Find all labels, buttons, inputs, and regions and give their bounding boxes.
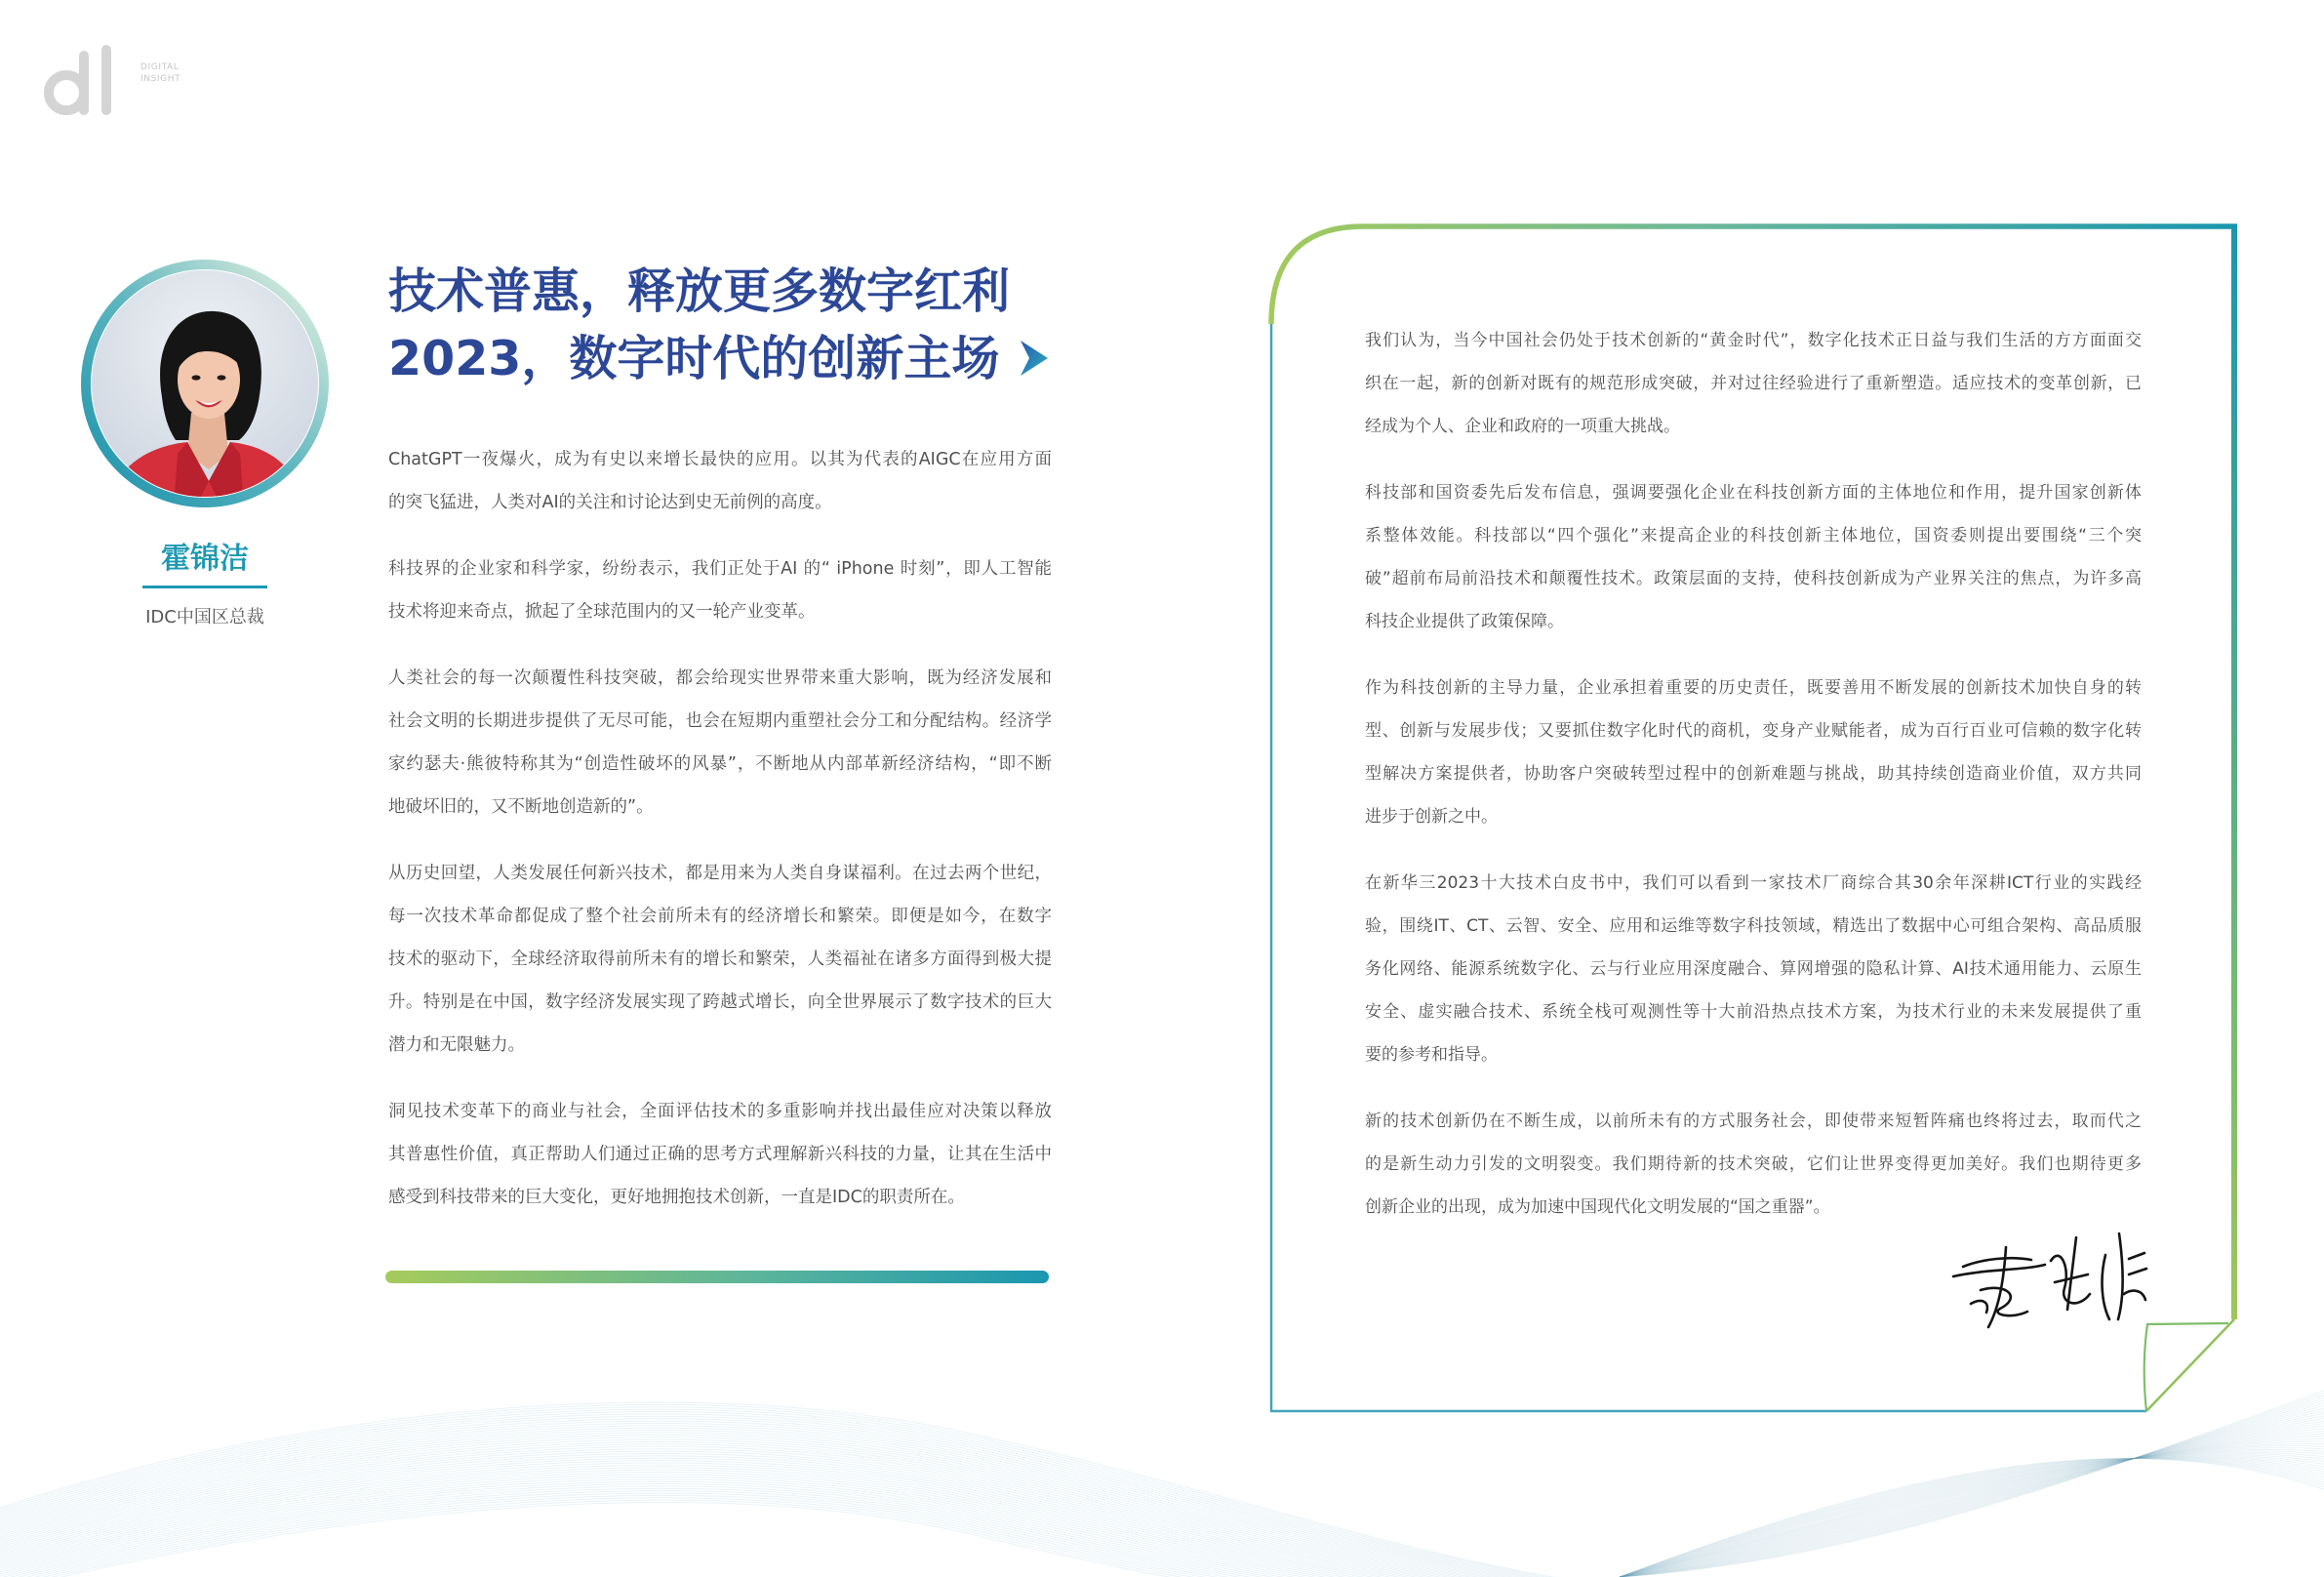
letter-paragraph-4 bbox=[1365, 862, 2142, 1076]
text-line: 科技企业提供了政策保障。 bbox=[1365, 612, 1564, 631]
letter-paragraph-5 bbox=[1365, 1100, 2142, 1229]
left-paragraph-4 bbox=[388, 852, 1052, 1067]
digital-insight-logo bbox=[43, 41, 125, 117]
wave-line bbox=[0, 1493, 1717, 1577]
text-line: 新的技术创新仍在不断生成，以前所未有的方式服务社会，即使带来短暂阵痛也终将过去，取而代之 bbox=[1365, 1112, 2142, 1131]
letter-body bbox=[1365, 319, 2142, 1252]
accent-gradient-bar bbox=[385, 1271, 1049, 1283]
text-line: 技术将迎来奇点，掀起了全球范围内的又一轮产业变革。 bbox=[388, 602, 816, 622]
wave-line bbox=[0, 1475, 1717, 1577]
profile-name: 霍锦洁 bbox=[161, 542, 249, 576]
text-line: 系整体效能。科技部以“四个强化”来提高企业的科技创新主体地位，国资委则提出要围绕“三个突 bbox=[1365, 526, 2142, 546]
portrait-eye-left bbox=[192, 375, 201, 380]
text-line: 每一次技术革命都促成了整个社会前所未有的经济增长和繁荣。即便是如今，在数字 bbox=[388, 907, 1052, 926]
text-line: 升。特别是在中国，数字经济发展实现了跨越式增长，向全世界展示了数字技术的巨大 bbox=[388, 992, 1052, 1012]
letter-paragraph-3 bbox=[1365, 667, 2142, 838]
logo-d-stem bbox=[79, 51, 89, 115]
headline-line-1: 技术普惠，释放更多数字红利 bbox=[388, 263, 1011, 319]
text-line: 科技部和国资委先后发布信息，强调要强化企业在科技创新方面的主体地位和作用，提升国家创新体 bbox=[1365, 483, 2142, 503]
headline-line-2-row bbox=[388, 325, 1050, 392]
headline bbox=[388, 258, 1050, 392]
text-line: 感受到科技带来的巨大变化，更好地拥抱技术创新，一直是IDC的职责所在。 bbox=[388, 1188, 965, 1207]
background-wave-lines bbox=[0, 1391, 2324, 1577]
text-line: 在新华三2023十大技术白皮书中，我们可以看到一家技术厂商综合其30余年深耕ICT行业的实践经 bbox=[1365, 873, 2142, 893]
text-line: 要的参考和指导。 bbox=[1365, 1045, 1498, 1065]
wave-line bbox=[0, 1412, 1717, 1577]
text-line: 创新企业的出现，成为加速中国现代化文明发展的“国之重器”。 bbox=[1365, 1197, 1830, 1217]
text-line: 织在一起，新的创新对既有的规范形成突破，并对过往经验进行了重新塑造。适应技术的变革创新，已 bbox=[1365, 374, 2142, 393]
name-underline bbox=[142, 586, 267, 588]
title-arrow-icon bbox=[1019, 339, 1050, 378]
logo-word-digital: DIGITAL bbox=[140, 62, 180, 72]
text-line: 的是新生动力引发的文明裂变。我们期待新的技术突破，它们让世界变得更加美好。我们也期待更多 bbox=[1365, 1154, 2142, 1174]
text-line: ChatGPT一夜爆火，成为有史以来增长最快的应用。以其为代表的AIGC在应用方面 bbox=[388, 450, 1052, 469]
logo-d-bowl bbox=[49, 75, 84, 110]
letter-paragraph-2 bbox=[1365, 471, 2142, 643]
left-paragraph-3 bbox=[388, 657, 1052, 829]
text-line: 经成为个人、企业和政府的一项重大挑战。 bbox=[1365, 417, 1680, 436]
wave-line bbox=[0, 1416, 1717, 1577]
letter-paragraph-1 bbox=[1365, 319, 2142, 448]
text-line: 验，围绕IT、CT、云智、安全、应用和运维等数字科技领域，精选出了数据中心可组合架构、高品质服 bbox=[1365, 916, 2142, 936]
text-line: 型、创新与发展步伐；又要抓住数字化时代的商机，变身产业赋能者，成为百行百业可信赖的数字化转 bbox=[1365, 721, 2142, 741]
letter-frame-fold-edge bbox=[2146, 1319, 2234, 1411]
text-line: 技术的驱动下，全球经济取得前所未有的增长和繁荣，人类福祉在诸多方面得到极大提 bbox=[388, 950, 1052, 969]
text-line: 型解决方案提供者，协助客户突破转型过程中的创新难题与挑战，助其持续创造商业价值，双方共同 bbox=[1365, 764, 2142, 784]
text-line: 洞见技术变革下的商业与社会，全面评估技术的多重影响并找出最佳应对决策以释放 bbox=[388, 1102, 1052, 1121]
headline-line-2: 2023，数字时代的创新主场 bbox=[388, 331, 1000, 386]
text-line: 地破坏旧的，又不断地创造新的”。 bbox=[388, 797, 654, 817]
text-line: 的突飞猛进，人类对AI的关注和讨论达到史无前例的高度。 bbox=[388, 493, 832, 512]
text-line: 务化网络、能源系统数字化、云与行业应用深度融合、算网增强的隐私计算、AI技术通用能力、云原生 bbox=[1365, 959, 2142, 979]
portrait-eye-right bbox=[218, 375, 226, 380]
text-line: 人类社会的每一次颠覆性科技突破，都会给现实世界带来重大影响，既为经济发展和 bbox=[388, 668, 1052, 688]
text-line: 破”超前布局前沿技术和颠覆性技术。政策层面的支持，使科技创新成为产业界关注的焦点，为许多高 bbox=[1365, 569, 2142, 588]
letter-frame-fold-flap bbox=[2144, 1323, 2228, 1411]
text-line: 社会文明的长期进步提供了无尽可能，也会在短期内重塑社会分工和分配结构。经济学 bbox=[388, 711, 1052, 731]
letter-frame-top-border bbox=[1271, 226, 2237, 324]
left-paragraph-2 bbox=[388, 547, 1052, 633]
logo-word-insight: INSIGHT bbox=[140, 74, 181, 84]
text-line: 家约瑟夫·熊彼特称其为“创造性破坏的风暴”，不断地从内部革新经济结构，“即不断 bbox=[388, 754, 1052, 774]
text-line: 安全、虚实融合技术、系统全栈可观测性等十大前沿热点技术方案，为技术行业的未来发展提供了重 bbox=[1365, 1002, 2142, 1022]
left-paragraph-5 bbox=[388, 1090, 1052, 1219]
text-line: 潜力和无限魅力。 bbox=[388, 1035, 525, 1055]
left-column-body bbox=[388, 438, 1052, 1242]
text-line: 其普惠性价值，真正帮助人们通过正确的思考方式理解新兴科技的力量，让其在生活中 bbox=[388, 1145, 1052, 1164]
left-paragraph-1 bbox=[388, 438, 1052, 524]
logo-l-stem bbox=[101, 45, 111, 115]
text-line: 作为科技创新的主导力量，企业承担着重要的历史责任，既要善用不断发展的创新技术加快自身的转 bbox=[1365, 678, 2142, 698]
text-line: 从历史回望，人类发展任何新兴技术，都是用来为人类自身谋福利。在过去两个世纪， bbox=[388, 864, 1052, 883]
portrait-photo bbox=[80, 259, 330, 508]
text-line: 科技界的企业家和科学家，纷纷表示，我们正处于AI 的“ iPhone 时刻”，即人工智能 bbox=[388, 559, 1052, 579]
text-line: 我们认为，当今中国社会仍处于技术创新的“黄金时代”，数字化技术正日益与我们生活的方方面面交 bbox=[1365, 331, 2142, 350]
profile-role: IDC中国区总裁 bbox=[145, 607, 264, 627]
text-line: 进步于创新之中。 bbox=[1365, 807, 1498, 827]
